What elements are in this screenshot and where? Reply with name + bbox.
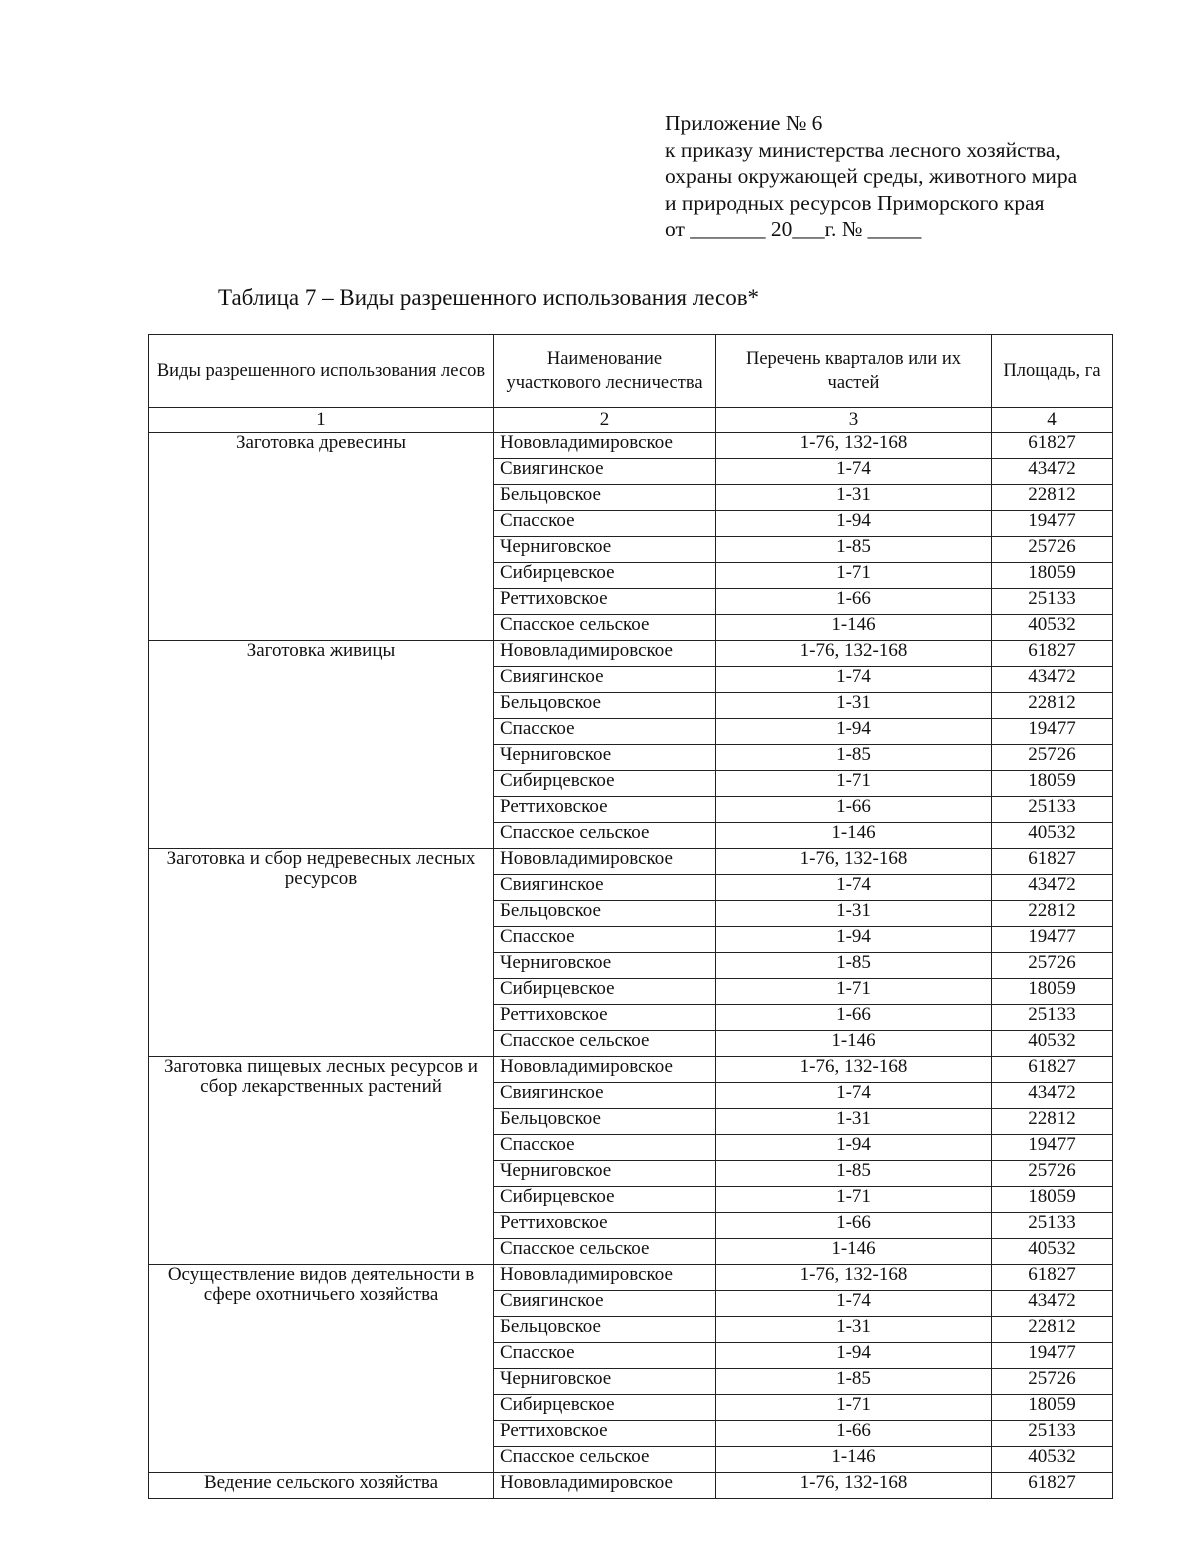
quarters-cell: 1-71 xyxy=(716,563,992,589)
table-body xyxy=(149,433,1113,1499)
quarters-cell: 1-31 xyxy=(716,485,992,511)
appendix-line: от _______ 20___г. № _____ xyxy=(665,217,922,241)
quarters-cell: 1-74 xyxy=(716,1291,992,1317)
quarters-cell: 1-85 xyxy=(716,1161,992,1187)
forestry-cell: Спасское сельское xyxy=(494,615,716,641)
forestry-cell: Спасское xyxy=(494,1135,716,1161)
area-cell: 18059 xyxy=(992,1187,1113,1213)
area-cell: 18059 xyxy=(992,563,1113,589)
forestry-cell: Бельцовское xyxy=(494,901,716,927)
area-cell: 22812 xyxy=(992,1109,1113,1135)
forestry-cell: Черниговское xyxy=(494,953,716,979)
quarters-cell: 1-94 xyxy=(716,511,992,537)
forestry-cell: Сибирцевское xyxy=(494,771,716,797)
quarters-cell: 1-71 xyxy=(716,1395,992,1421)
quarters-cell: 1-76, 132-168 xyxy=(716,641,992,667)
quarters-cell: 1-146 xyxy=(716,1031,992,1057)
quarters-cell: 1-146 xyxy=(716,1239,992,1265)
table-row xyxy=(149,849,1113,875)
area-cell: 25726 xyxy=(992,537,1113,563)
use-type-cell: Ведение сельского хозяйства xyxy=(149,1473,494,1499)
forestry-cell: Нововладимировское xyxy=(494,641,716,667)
column-number-row xyxy=(149,408,1113,433)
quarters-cell: 1-31 xyxy=(716,1317,992,1343)
area-cell: 19477 xyxy=(992,1343,1113,1369)
quarters-cell: 1-66 xyxy=(716,1213,992,1239)
forestry-cell: Сибирцевское xyxy=(494,1187,716,1213)
header-area: Площадь, га xyxy=(992,335,1113,408)
quarters-cell: 1-66 xyxy=(716,1421,992,1447)
area-cell: 43472 xyxy=(992,1291,1113,1317)
use-type-cell: Заготовка живицы xyxy=(149,641,494,849)
quarters-cell: 1-31 xyxy=(716,1109,992,1135)
area-cell: 25133 xyxy=(992,1421,1113,1447)
appendix-block xyxy=(665,110,1077,243)
forestry-cell: Свиягинское xyxy=(494,1083,716,1109)
quarters-cell: 1-74 xyxy=(716,875,992,901)
quarters-cell: 1-146 xyxy=(716,1447,992,1473)
area-cell: 18059 xyxy=(992,979,1113,1005)
table-row xyxy=(149,433,1113,459)
area-cell: 19477 xyxy=(992,1135,1113,1161)
quarters-cell: 1-85 xyxy=(716,953,992,979)
quarters-cell: 1-146 xyxy=(716,823,992,849)
area-cell: 40532 xyxy=(992,1031,1113,1057)
header-use-type: Виды разрешенного использования лесов xyxy=(149,335,494,408)
forestry-cell: Черниговское xyxy=(494,745,716,771)
quarters-cell: 1-31 xyxy=(716,693,992,719)
use-type-cell: Заготовка и сбор недревесных лесных ресурсов xyxy=(149,849,494,1057)
column-number: 4 xyxy=(992,408,1113,433)
quarters-cell: 1-74 xyxy=(716,459,992,485)
area-cell: 25726 xyxy=(992,953,1113,979)
table-caption: Таблица 7 – Виды разрешенного использования лесов* xyxy=(218,285,760,310)
area-cell: 25726 xyxy=(992,1369,1113,1395)
quarters-cell: 1-76, 132-168 xyxy=(716,1265,992,1291)
quarters-cell: 1-74 xyxy=(716,1083,992,1109)
quarters-cell: 1-76, 132-168 xyxy=(716,1057,992,1083)
quarters-cell: 1-85 xyxy=(716,745,992,771)
area-cell: 18059 xyxy=(992,771,1113,797)
forestry-cell: Спасское xyxy=(494,511,716,537)
quarters-cell: 1-85 xyxy=(716,1369,992,1395)
forestry-cell: Нововладимировское xyxy=(494,433,716,459)
forestry-cell: Спасское xyxy=(494,927,716,953)
area-cell: 25726 xyxy=(992,1161,1113,1187)
appendix-line: Приложение № 6 xyxy=(665,111,823,135)
quarters-cell: 1-71 xyxy=(716,979,992,1005)
area-cell: 43472 xyxy=(992,667,1113,693)
table-row xyxy=(149,1473,1113,1499)
area-cell: 61827 xyxy=(992,433,1113,459)
forest-use-table xyxy=(148,334,1113,1499)
quarters-cell: 1-71 xyxy=(716,771,992,797)
area-cell: 40532 xyxy=(992,1239,1113,1265)
forestry-cell: Черниговское xyxy=(494,1161,716,1187)
quarters-cell: 1-71 xyxy=(716,1187,992,1213)
area-cell: 19477 xyxy=(992,719,1113,745)
quarters-cell: 1-85 xyxy=(716,537,992,563)
area-cell: 25133 xyxy=(992,797,1113,823)
quarters-cell: 1-146 xyxy=(716,615,992,641)
area-cell: 61827 xyxy=(992,1057,1113,1083)
quarters-cell: 1-94 xyxy=(716,1135,992,1161)
column-number: 3 xyxy=(716,408,992,433)
column-number: 1 xyxy=(149,408,494,433)
area-cell: 61827 xyxy=(992,1265,1113,1291)
area-cell: 40532 xyxy=(992,823,1113,849)
quarters-cell: 1-31 xyxy=(716,901,992,927)
quarters-cell: 1-76, 132-168 xyxy=(716,433,992,459)
area-cell: 43472 xyxy=(992,1083,1113,1109)
area-cell: 22812 xyxy=(992,485,1113,511)
area-cell: 61827 xyxy=(992,641,1113,667)
quarters-cell: 1-94 xyxy=(716,1343,992,1369)
quarters-cell: 1-94 xyxy=(716,927,992,953)
area-cell: 43472 xyxy=(992,459,1113,485)
forestry-cell: Сибирцевское xyxy=(494,563,716,589)
header-row xyxy=(149,335,1113,408)
table-row xyxy=(149,641,1113,667)
area-cell: 19477 xyxy=(992,927,1113,953)
header-forestry: Наименование участкового лесничества xyxy=(494,335,716,408)
forestry-cell: Нововладимировское xyxy=(494,1265,716,1291)
area-cell: 22812 xyxy=(992,693,1113,719)
use-type-cell: Заготовка древесины xyxy=(149,433,494,641)
quarters-cell: 1-66 xyxy=(716,797,992,823)
table-row xyxy=(149,1057,1113,1083)
forestry-cell: Нововладимировское xyxy=(494,849,716,875)
use-type-cell: Осуществление видов деятельности в сфере охотничьего хозяйства xyxy=(149,1265,494,1473)
forestry-cell: Спасское сельское xyxy=(494,1031,716,1057)
forestry-cell: Черниговское xyxy=(494,537,716,563)
forestry-cell: Спасское xyxy=(494,719,716,745)
forestry-cell: Свиягинское xyxy=(494,875,716,901)
area-cell: 61827 xyxy=(992,849,1113,875)
forestry-cell: Спасское сельское xyxy=(494,1239,716,1265)
area-cell: 25726 xyxy=(992,745,1113,771)
area-cell: 19477 xyxy=(992,511,1113,537)
appendix-line: к приказу министерства лесного хозяйства, xyxy=(665,137,1061,162)
quarters-cell: 1-74 xyxy=(716,667,992,693)
area-cell: 22812 xyxy=(992,901,1113,927)
forestry-cell: Бельцовское xyxy=(494,693,716,719)
area-cell: 18059 xyxy=(992,1395,1113,1421)
quarters-cell: 1-66 xyxy=(716,1005,992,1031)
quarters-cell: 1-76, 132-168 xyxy=(716,849,992,875)
forestry-cell: Реттиховское xyxy=(494,1421,716,1447)
forestry-cell: Сибирцевское xyxy=(494,1395,716,1421)
quarters-cell: 1-76, 132-168 xyxy=(716,1473,992,1499)
forestry-cell: Нововладимировское xyxy=(494,1057,716,1083)
forestry-cell: Сибирцевское xyxy=(494,979,716,1005)
area-cell: 25133 xyxy=(992,1005,1113,1031)
forestry-cell: Реттиховское xyxy=(494,1005,716,1031)
area-cell: 61827 xyxy=(992,1473,1113,1499)
area-cell: 40532 xyxy=(992,1447,1113,1473)
quarters-cell: 1-94 xyxy=(716,719,992,745)
forestry-cell: Свиягинское xyxy=(494,667,716,693)
forestry-cell: Бельцовское xyxy=(494,485,716,511)
forestry-cell: Свиягинское xyxy=(494,459,716,485)
area-cell: 25133 xyxy=(992,1213,1113,1239)
area-cell: 40532 xyxy=(992,615,1113,641)
forestry-cell: Черниговское xyxy=(494,1369,716,1395)
forestry-cell: Нововладимировское xyxy=(494,1473,716,1499)
area-cell: 43472 xyxy=(992,875,1113,901)
forestry-cell: Свиягинское xyxy=(494,1291,716,1317)
appendix-line: охраны окружающей среды, животного мира xyxy=(665,164,1078,188)
forestry-cell: Реттиховское xyxy=(494,589,716,615)
quarters-cell: 1-66 xyxy=(716,589,992,615)
forestry-cell: Реттиховское xyxy=(494,1213,716,1239)
forestry-cell: Спасское сельское xyxy=(494,1447,716,1473)
area-cell: 22812 xyxy=(992,1317,1113,1343)
area-cell: 25133 xyxy=(992,589,1113,615)
forestry-cell: Бельцовское xyxy=(494,1317,716,1343)
forestry-cell: Спасское xyxy=(494,1343,716,1369)
header-quarters: Перечень кварталов или их частей xyxy=(716,335,992,408)
forestry-cell: Реттиховское xyxy=(494,797,716,823)
forestry-cell: Бельцовское xyxy=(494,1109,716,1135)
appendix-line: и природных ресурсов Приморского края xyxy=(665,190,1045,215)
table-row xyxy=(149,1265,1113,1291)
forestry-cell: Спасское сельское xyxy=(494,823,716,849)
column-number: 2 xyxy=(494,408,716,433)
use-type-cell: Заготовка пищевых лесных ресурсов и сбор лекарственных растений xyxy=(149,1057,494,1265)
